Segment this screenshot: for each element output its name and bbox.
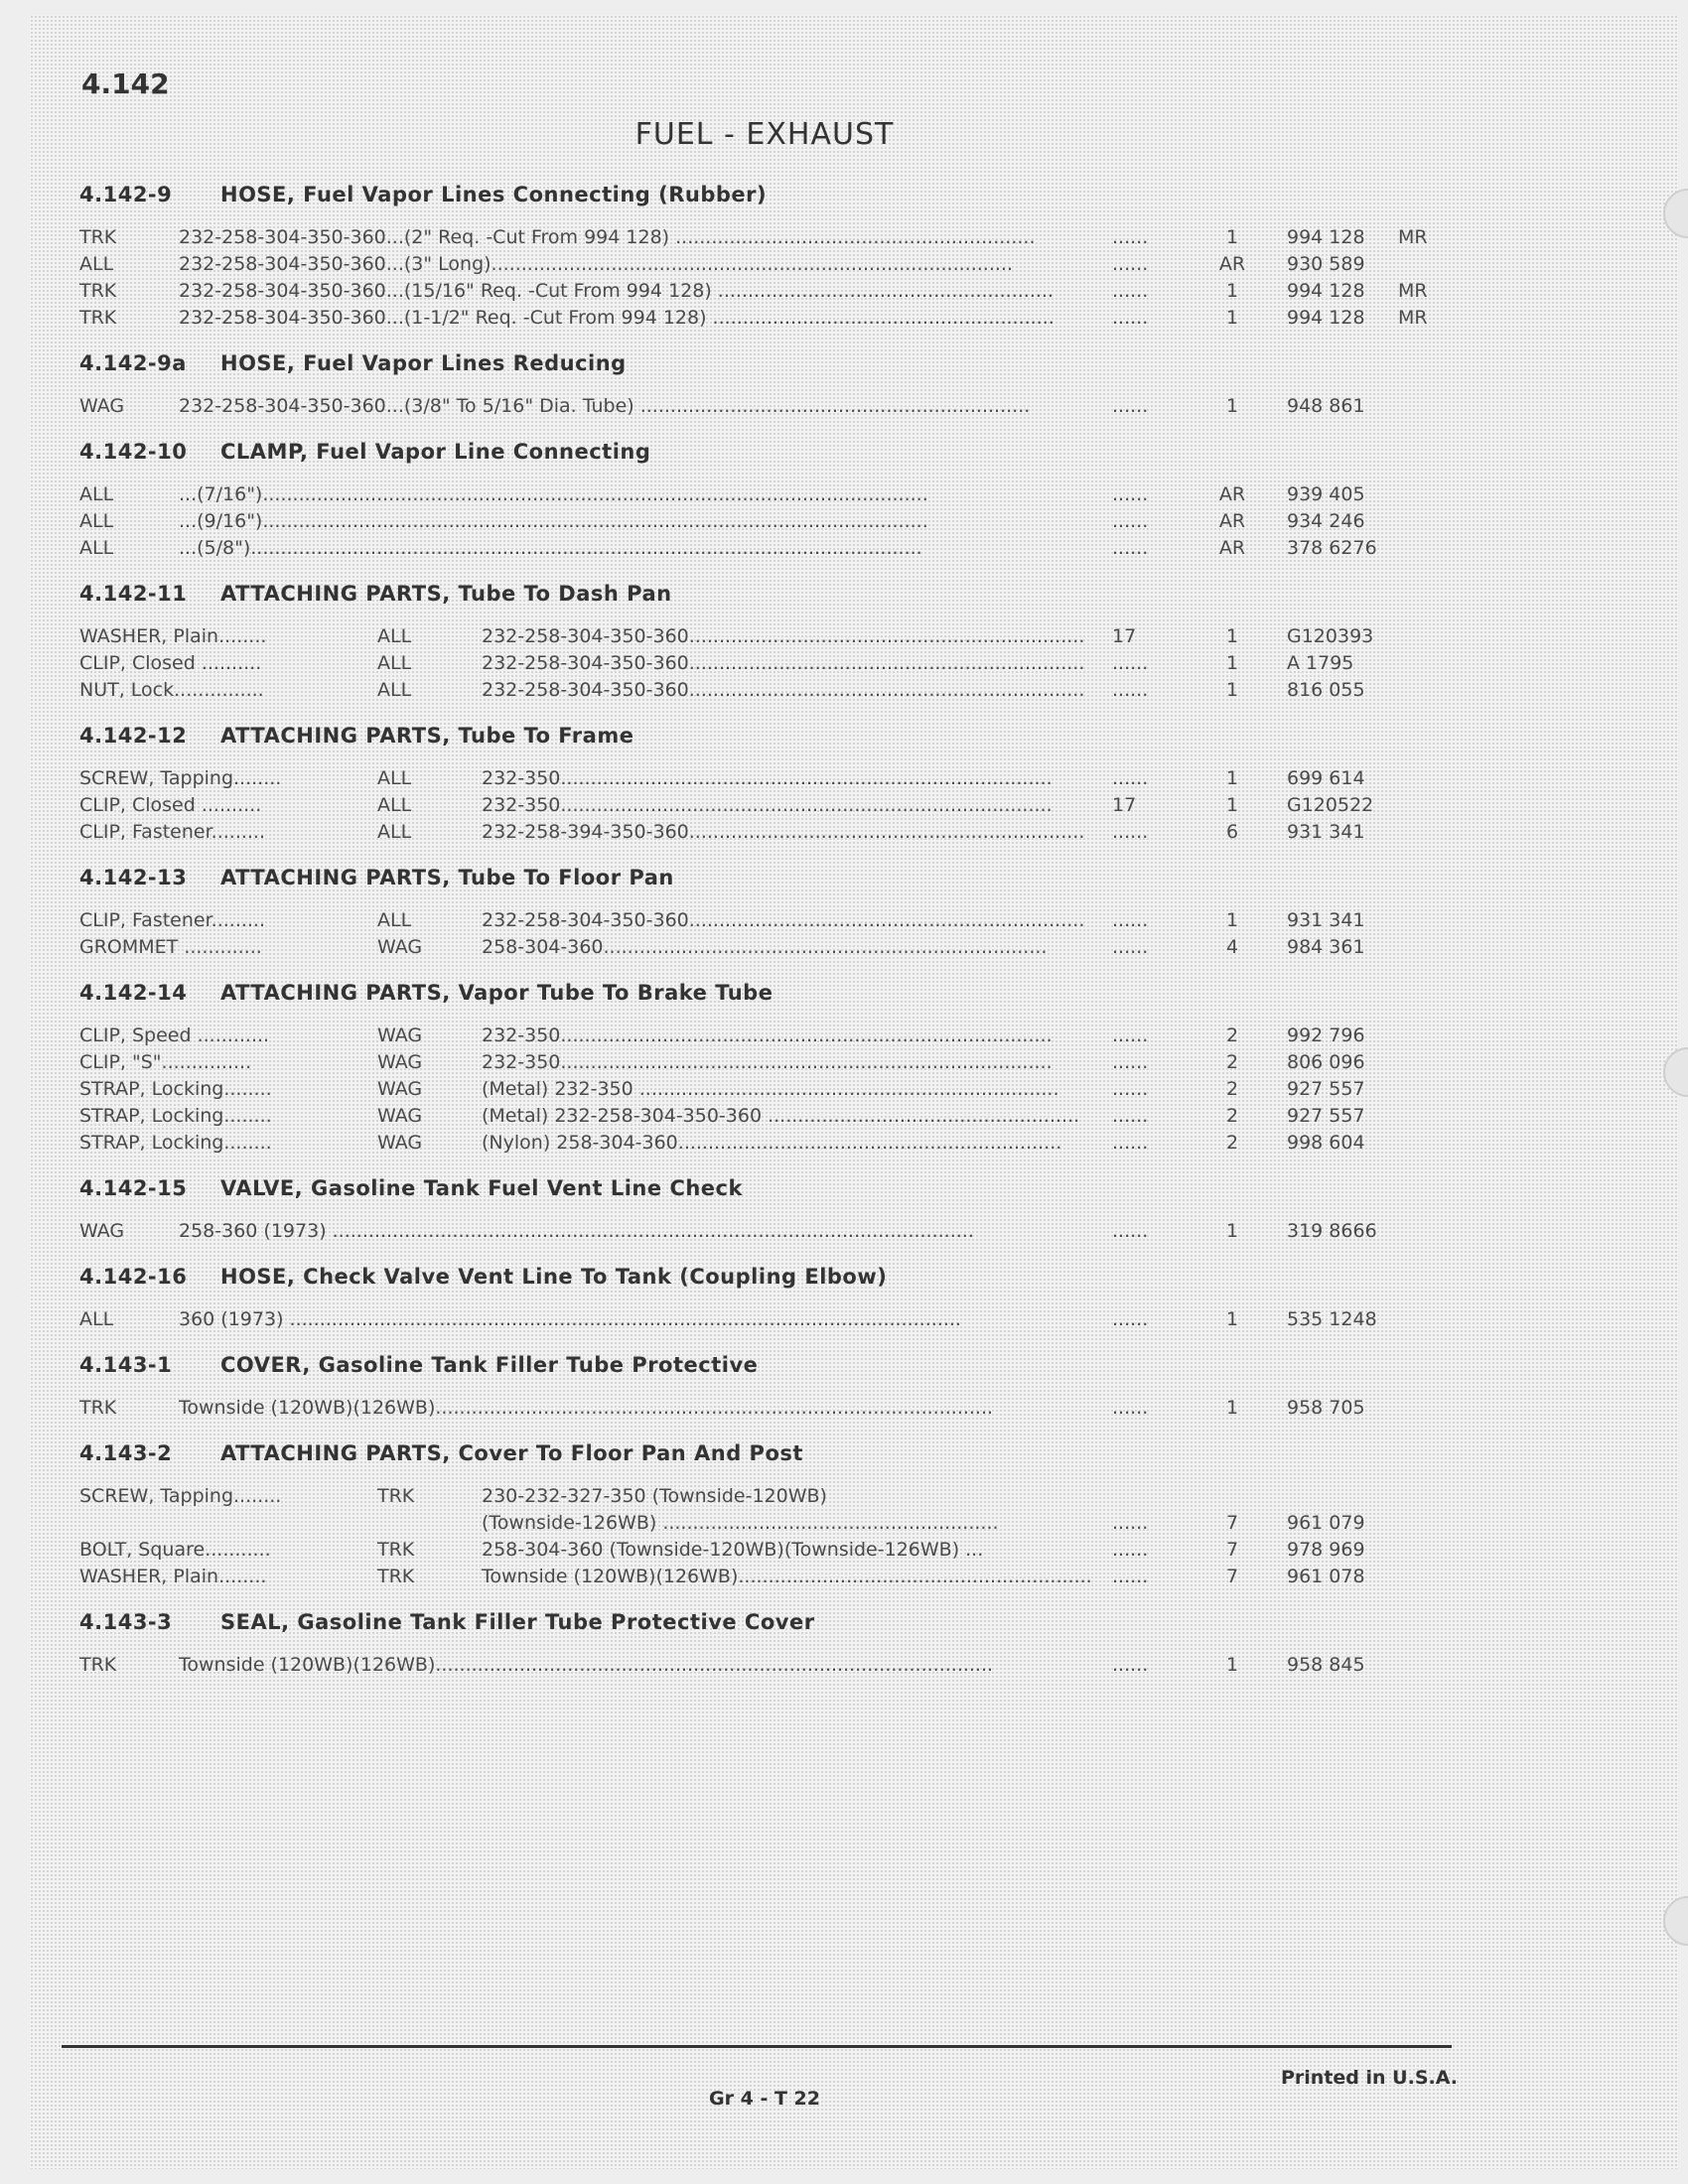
part-number: 998 604	[1287, 1132, 1365, 1154]
parts-section	[79, 347, 1450, 422]
model-code: ALL	[377, 794, 412, 816]
part-description: 232-350..................................................................................	[482, 794, 1053, 816]
part-name: BOLT, Square...........	[79, 1539, 271, 1561]
part-name: NUT, Lock...............	[79, 679, 264, 701]
model-code: TRK	[79, 226, 117, 248]
section-title: HOSE, Fuel Vapor Lines Connecting (Rubber)	[220, 183, 768, 206]
part-name: STRAP, Locking........	[79, 1105, 272, 1127]
quantity: 2	[1225, 1078, 1239, 1100]
part-row	[79, 483, 1450, 510]
footer-page-code: Gr 4 - T 22	[709, 2088, 820, 2110]
part-row	[79, 936, 1450, 963]
model-code: WAG	[377, 1105, 423, 1127]
part-number: 994 128	[1287, 226, 1365, 248]
quantity: 1	[1225, 395, 1239, 417]
part-number: 994 128	[1287, 307, 1365, 329]
binder-hole	[1663, 189, 1688, 238]
figure-ref: ......	[1112, 253, 1149, 275]
quantity: 7	[1225, 1539, 1239, 1561]
section-number: 4.142-16	[79, 1265, 188, 1289]
part-description: Townside (120WB)(126WB).............................................................................................	[179, 1397, 994, 1419]
model-code: WAG	[377, 1024, 423, 1046]
section-heading	[79, 347, 1450, 387]
parts-section	[79, 862, 1450, 963]
part-row	[79, 1220, 1450, 1247]
section-heading	[79, 1437, 1450, 1477]
part-name: STRAP, Locking........	[79, 1078, 272, 1100]
model-code: WAG	[377, 1078, 423, 1100]
figure-ref: ......	[1112, 483, 1149, 505]
part-number: G120522	[1287, 794, 1374, 816]
section-heading	[79, 1261, 1450, 1300]
part-number: 934 246	[1287, 510, 1365, 532]
section-number: 4.143-3	[79, 1610, 173, 1634]
section-number: 4.142-12	[79, 724, 188, 748]
part-number: 958 705	[1287, 1397, 1365, 1419]
section-title: HOSE, Check Valve Vent Line To Tank (Coupling Elbow)	[220, 1265, 888, 1289]
part-number: 816 055	[1287, 679, 1365, 701]
parts-section	[79, 436, 1450, 564]
section-heading	[79, 862, 1450, 901]
part-number: 931 341	[1287, 909, 1365, 931]
part-description: ...(9/16")...............................................................................................................	[179, 510, 928, 532]
section-number: 4.142-11	[79, 582, 188, 606]
figure-ref: ......	[1112, 821, 1149, 843]
part-row	[79, 1512, 1450, 1539]
part-number: 930 589	[1287, 253, 1365, 275]
part-description: ...(7/16")...............................................................................................................	[179, 483, 928, 505]
quantity: 1	[1225, 794, 1239, 816]
section-heading	[79, 179, 1450, 218]
figure-ref: ......	[1112, 1566, 1149, 1587]
figure-ref: ......	[1112, 537, 1149, 559]
model-code: WAG	[79, 1220, 125, 1242]
part-row	[79, 226, 1450, 253]
part-number: 699 614	[1287, 767, 1365, 789]
model-code: ALL	[377, 652, 412, 674]
part-description: 232-258-304-350-360..................................................................	[482, 679, 1085, 701]
part-number: 939 405	[1287, 483, 1365, 505]
part-description: 232-258-304-350-360..................................................................	[482, 625, 1085, 647]
quantity: 1	[1225, 1654, 1239, 1676]
quantity: 2	[1225, 1105, 1239, 1127]
part-name: CLIP, Closed ..........	[79, 652, 262, 674]
part-row	[79, 510, 1450, 537]
section-number: 4.142-14	[79, 981, 188, 1005]
quantity: 7	[1225, 1566, 1239, 1587]
section-heading	[79, 1606, 1450, 1646]
part-row	[79, 1654, 1450, 1681]
part-name: WASHER, Plain........	[79, 1566, 267, 1587]
part-row	[79, 625, 1450, 652]
part-name: SCREW, Tapping........	[79, 1485, 282, 1507]
model-code: TRK	[79, 280, 117, 302]
part-description: Townside (120WB)(126WB).............................................................................................	[179, 1654, 994, 1676]
part-row	[79, 537, 1450, 564]
part-number: 806 096	[1287, 1051, 1365, 1073]
model-code: ALL	[79, 537, 114, 559]
part-name: CLIP, Speed ............	[79, 1024, 270, 1046]
quantity: 1	[1225, 1220, 1239, 1242]
figure-ref: 17	[1112, 625, 1137, 647]
figure-ref: 17	[1112, 794, 1137, 816]
figure-ref: ......	[1112, 1105, 1149, 1127]
part-name: GROMMET .............	[79, 936, 262, 958]
part-description: (Metal) 232-350 ......................................................................	[482, 1078, 1059, 1100]
figure-ref: ......	[1112, 1051, 1149, 1073]
part-name: CLIP, Fastener.........	[79, 909, 266, 931]
part-number: A 1795	[1287, 652, 1354, 674]
part-number: 319 8666	[1287, 1220, 1377, 1242]
part-name: STRAP, Locking........	[79, 1132, 272, 1154]
part-row	[79, 767, 1450, 794]
section-heading	[79, 720, 1450, 759]
part-row	[79, 1024, 1450, 1051]
part-row	[79, 794, 1450, 821]
part-description: 232-258-304-350-360...(15/16" Req. -Cut From 994 128) ........................................................	[179, 280, 1054, 302]
binder-hole	[1663, 1896, 1688, 1946]
part-row	[79, 1308, 1450, 1335]
part-name: CLIP, "S"...............	[79, 1051, 252, 1073]
part-name: WASHER, Plain........	[79, 625, 267, 647]
section-heading	[79, 578, 1450, 617]
part-row	[79, 307, 1450, 334]
figure-ref: ......	[1112, 1539, 1149, 1561]
section-title: SEAL, Gasoline Tank Filler Tube Protective Cover	[220, 1610, 815, 1634]
part-number: 378 6276	[1287, 537, 1377, 559]
part-number: 931 341	[1287, 821, 1365, 843]
footer-rule	[62, 2045, 1452, 2048]
figure-ref: ......	[1112, 1078, 1149, 1100]
section-title: CLAMP, Fuel Vapor Line Connecting	[220, 440, 651, 464]
model-code: TRK	[377, 1539, 415, 1561]
part-number: 984 361	[1287, 936, 1365, 958]
part-description: 258-360 (1973) ...........................................................................................................	[179, 1220, 974, 1242]
part-description: 230-232-327-350 (Townside-120WB)	[482, 1485, 827, 1507]
part-description: (Townside-126WB) ........................................................	[482, 1512, 999, 1534]
model-code: ALL	[79, 1308, 114, 1330]
part-row	[79, 1105, 1450, 1132]
part-description: 232-350..................................................................................	[482, 767, 1053, 789]
model-code: ALL	[79, 483, 114, 505]
figure-ref: ......	[1112, 307, 1149, 329]
quantity: 1	[1225, 1308, 1239, 1330]
section-title: ATTACHING PARTS, Tube To Dash Pan	[220, 582, 672, 606]
parts-section	[79, 1261, 1450, 1335]
quantity: AR	[1218, 483, 1246, 505]
model-code: ALL	[79, 510, 114, 532]
part-name: CLIP, Closed ..........	[79, 794, 262, 816]
quantity: 1	[1225, 226, 1239, 248]
figure-ref: ......	[1112, 1308, 1149, 1330]
section-title: ATTACHING PARTS, Tube To Frame	[220, 724, 634, 748]
quantity: 1	[1225, 679, 1239, 701]
figure-ref: ......	[1112, 395, 1149, 417]
part-row	[79, 1078, 1450, 1105]
section-number: 4.142-9a	[79, 351, 187, 375]
parts-section	[79, 578, 1450, 706]
page-title: FUEL - EXHAUST	[634, 117, 895, 152]
figure-ref: ......	[1112, 1132, 1149, 1154]
section-number: 4.143-2	[79, 1441, 173, 1465]
model-code: ALL	[377, 625, 412, 647]
part-row	[79, 1132, 1450, 1159]
model-code: ALL	[377, 821, 412, 843]
model-code: ALL	[377, 909, 412, 931]
figure-ref: ......	[1112, 1512, 1149, 1534]
part-name: CLIP, Fastener.........	[79, 821, 266, 843]
figure-ref: ......	[1112, 1397, 1149, 1419]
figure-ref: ......	[1112, 226, 1149, 248]
mr-flag: MR	[1398, 226, 1428, 248]
quantity: 1	[1225, 767, 1239, 789]
section-title: ATTACHING PARTS, Tube To Floor Pan	[220, 866, 674, 889]
parts-section	[79, 1606, 1450, 1681]
parts-section	[79, 720, 1450, 848]
section-title: VALVE, Gasoline Tank Fuel Vent Line Check	[220, 1176, 743, 1200]
section-heading	[79, 436, 1450, 476]
quantity: AR	[1218, 253, 1246, 275]
part-description: (Nylon) 258-304-360................................................................	[482, 1132, 1062, 1154]
part-row	[79, 1566, 1450, 1592]
section-number: 4.143-1	[79, 1353, 173, 1377]
mr-flag: MR	[1398, 307, 1428, 329]
binder-hole	[1663, 1047, 1688, 1097]
mr-flag: MR	[1398, 280, 1428, 302]
section-number: 4.142-15	[79, 1176, 188, 1200]
model-code: TRK	[79, 1397, 117, 1419]
part-description: 232-350..................................................................................	[482, 1024, 1053, 1046]
quantity: 1	[1225, 307, 1239, 329]
section-title: HOSE, Fuel Vapor Lines Reducing	[220, 351, 627, 375]
part-row	[79, 1539, 1450, 1566]
parts-section	[79, 1349, 1450, 1424]
quantity: 1	[1225, 280, 1239, 302]
model-code: ALL	[377, 679, 412, 701]
model-code: TRK	[377, 1566, 415, 1587]
part-description: 232-258-394-350-360..................................................................	[482, 821, 1085, 843]
section-number: 4.142-10	[79, 440, 188, 464]
part-description: 232-258-304-350-360..................................................................	[482, 652, 1085, 674]
part-number: 958 845	[1287, 1654, 1365, 1676]
section-title: COVER, Gasoline Tank Filler Tube Protective	[220, 1353, 759, 1377]
part-description: (Metal) 232-258-304-350-360 ....................................................	[482, 1105, 1080, 1127]
part-number: 961 079	[1287, 1512, 1365, 1534]
quantity: 4	[1225, 936, 1239, 958]
part-number: 992 796	[1287, 1024, 1365, 1046]
section-number: 4.142-13	[79, 866, 188, 889]
part-description: 232-258-304-350-360...(3" Long).......................................................................................	[179, 253, 1013, 275]
model-code: ALL	[79, 253, 114, 275]
part-number: 978 969	[1287, 1539, 1365, 1561]
part-description: 232-350..................................................................................	[482, 1051, 1053, 1073]
section-heading	[79, 1349, 1450, 1389]
quantity: AR	[1218, 537, 1246, 559]
model-code: WAG	[377, 936, 423, 958]
model-code: WAG	[79, 395, 125, 417]
quantity: AR	[1218, 510, 1246, 532]
part-number: 927 557	[1287, 1078, 1365, 1100]
printed-in-label: Printed in U.S.A.	[1281, 2067, 1458, 2089]
parts-list	[79, 179, 1450, 1695]
model-code: WAG	[377, 1051, 423, 1073]
figure-ref: ......	[1112, 280, 1149, 302]
part-row	[79, 1051, 1450, 1078]
part-row	[79, 1397, 1450, 1424]
quantity: 1	[1225, 652, 1239, 674]
parts-section	[79, 179, 1450, 334]
part-number: 961 078	[1287, 1566, 1365, 1587]
quantity: 7	[1225, 1512, 1239, 1534]
part-description: 232-258-304-350-360..................................................................	[482, 909, 1085, 931]
part-row	[79, 821, 1450, 848]
part-description: ...(5/8")................................................................................................................	[179, 537, 922, 559]
quantity: 1	[1225, 625, 1239, 647]
figure-ref: ......	[1112, 909, 1149, 931]
figure-ref: ......	[1112, 1220, 1149, 1242]
model-code: TRK	[377, 1485, 415, 1507]
part-description: 232-258-304-350-360...(3/8" To 5/16" Dia. Tube) .................................................................	[179, 395, 1031, 417]
model-code: TRK	[79, 1654, 117, 1676]
quantity: 2	[1225, 1132, 1239, 1154]
part-number: 994 128	[1287, 280, 1365, 302]
section-title: ATTACHING PARTS, Cover To Floor Pan And Post	[220, 1441, 803, 1465]
section-heading	[79, 1172, 1450, 1212]
part-row	[79, 909, 1450, 936]
figure-ref: ......	[1112, 679, 1149, 701]
model-code: WAG	[377, 1132, 423, 1154]
part-row	[79, 395, 1450, 422]
part-name: SCREW, Tapping........	[79, 767, 282, 789]
part-description: 258-304-360..........................................................................	[482, 936, 1048, 958]
part-number: 948 861	[1287, 395, 1365, 417]
section-title: ATTACHING PARTS, Vapor Tube To Brake Tube	[220, 981, 774, 1005]
part-description: 258-304-360 (Townside-120WB)(Townside-126WB) ...	[482, 1539, 984, 1561]
part-description: 232-258-304-350-360...(1-1/2" Req. -Cut From 994 128) .........................................................	[179, 307, 1055, 329]
quantity: 2	[1225, 1024, 1239, 1046]
part-description: 232-258-304-350-360...(2" Req. -Cut From 994 128) ............................................................	[179, 226, 1036, 248]
part-row	[79, 253, 1450, 280]
figure-ref: ......	[1112, 767, 1149, 789]
part-row	[79, 1485, 1450, 1512]
parts-section	[79, 977, 1450, 1159]
quantity: 2	[1225, 1051, 1239, 1073]
part-description: Townside (120WB)(126WB)...........................................................	[482, 1566, 1092, 1587]
part-number: 535 1248	[1287, 1308, 1377, 1330]
figure-ref: ......	[1112, 1654, 1149, 1676]
figure-ref: ......	[1112, 1024, 1149, 1046]
part-description: 360 (1973) ................................................................................................................	[179, 1308, 961, 1330]
part-row	[79, 679, 1450, 706]
figure-ref: ......	[1112, 936, 1149, 958]
figure-ref: ......	[1112, 510, 1149, 532]
figure-ref: ......	[1112, 652, 1149, 674]
part-number: 927 557	[1287, 1105, 1365, 1127]
page-number: 4.142	[81, 68, 170, 100]
parts-section	[79, 1437, 1450, 1592]
part-row	[79, 652, 1450, 679]
parts-section	[79, 1172, 1450, 1247]
quantity: 1	[1225, 909, 1239, 931]
model-code: TRK	[79, 307, 117, 329]
section-number: 4.142-9	[79, 183, 173, 206]
section-heading	[79, 977, 1450, 1017]
quantity: 1	[1225, 1397, 1239, 1419]
model-code: ALL	[377, 767, 412, 789]
part-row	[79, 280, 1450, 307]
quantity: 6	[1225, 821, 1239, 843]
part-number: G120393	[1287, 625, 1374, 647]
